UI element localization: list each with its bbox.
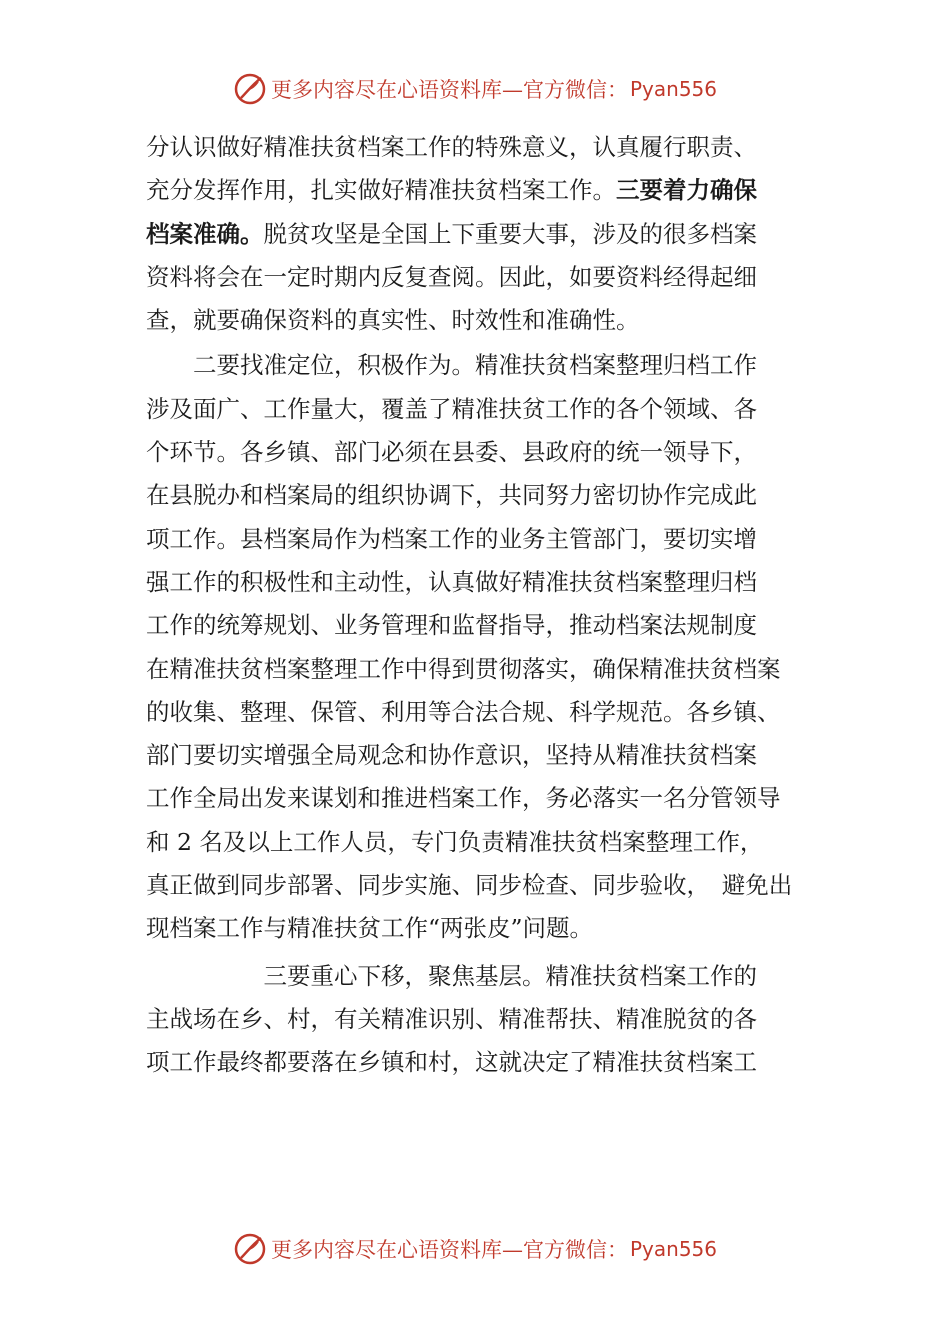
watermark-text: 更多内容尽在心语资料库—官方微信： (270, 1238, 628, 1262)
footer-watermark (0, 1232, 950, 1266)
paragraph1-line: 查，就要确保资料的真实性、时效性和准确性。 (146, 306, 640, 335)
paragraph2-line: 涉及面广、工作量大，覆盖了精准扶贫工作的各个领域、各 (146, 394, 757, 423)
paragraph2-line: 强工作的积极性和主动性，认真做好精准扶贫档案整理归档 (146, 567, 757, 596)
paragraph2-line: 部门要切实增强全局观念和协作意识，坚持从精准扶贫档案 (146, 741, 757, 770)
paragraph2-line: 的收集、整理、保管、利用等合法合规、科学规范。各乡镇、 (146, 697, 781, 726)
paragraph2-line: 和 2 名及以上工作人员，专门负责精准扶贫档案整理工作， (146, 827, 764, 856)
paragraph1-text: 充分发挥作用，扎实做好精准扶贫档案工作。 (146, 176, 616, 205)
paragraph3-line: 项工作最终都要落在乡镇和村，这就决定了精准扶贫档案工 (146, 1048, 757, 1077)
feather-logo-icon (233, 1232, 267, 1266)
paragraph1-bold-heading: 档案准确。 (146, 219, 264, 248)
feather-logo-icon (233, 72, 267, 106)
paragraph1-line (146, 169, 811, 212)
header-watermark (0, 72, 950, 106)
paragraph2-line: 真正做到同步部署、同步实施、同步检查、同步验收， 避免出 (146, 871, 793, 900)
paragraph2-line: 工作的统筹规划、业务管理和监督指导，推动档案法规制度 (146, 611, 757, 640)
paragraph2-line: 在县脱办和档案局的组织协调下，共同努力密切协作完成此 (146, 481, 757, 510)
paragraph3-line: 主战场在乡、村，有关精准识别、精准帮扶、精准脱贫的各 (146, 1004, 757, 1033)
watermark-wechat-id: Pyan556 (629, 77, 717, 101)
document-body (146, 126, 811, 1085)
watermark-wechat-id: Pyan556 (629, 1237, 717, 1261)
paragraph2-line: 现档案工作与精准扶贫工作“两张皮”问题。 (146, 914, 594, 943)
paragraph1-text: 脱贫攻坚是全国上下重要大事，涉及的很多档案 (263, 219, 757, 248)
paragraph2-line: 项工作。县档案局作为档案工作的业务主管部门，要切实增 (146, 524, 757, 553)
paragraph1-line: 资料将会在一定时期内反复查阅。因此，如要资料经得起细 (146, 262, 757, 291)
paragraph2-line: 个环节。各乡镇、部门必须在县委、县政府的统一领导下， (146, 438, 757, 467)
paragraph2-line: 工作全局出发来谋划和推进档案工作，务必落实一名分管领导 (146, 784, 781, 813)
paragraph1-bold-heading: 三要着力确保 (616, 176, 757, 205)
paragraph2-line: 在精准扶贫档案整理工作中得到贯彻落实，确保精准扶贫档案 (146, 654, 781, 683)
watermark-text: 更多内容尽在心语资料库—官方微信： (270, 78, 628, 102)
paragraph2-line: 二要找准定位，积极作为。精准扶贫档案整理归档工作 (146, 351, 757, 380)
paragraph1-line: 分认识做好精准扶贫档案工作的特殊意义，认真履行职责、 (146, 133, 757, 161)
paragraph3-line: 三要重心下移，聚焦基层。精准扶贫档案工作的 (146, 961, 757, 990)
paragraph1-line (146, 213, 811, 256)
